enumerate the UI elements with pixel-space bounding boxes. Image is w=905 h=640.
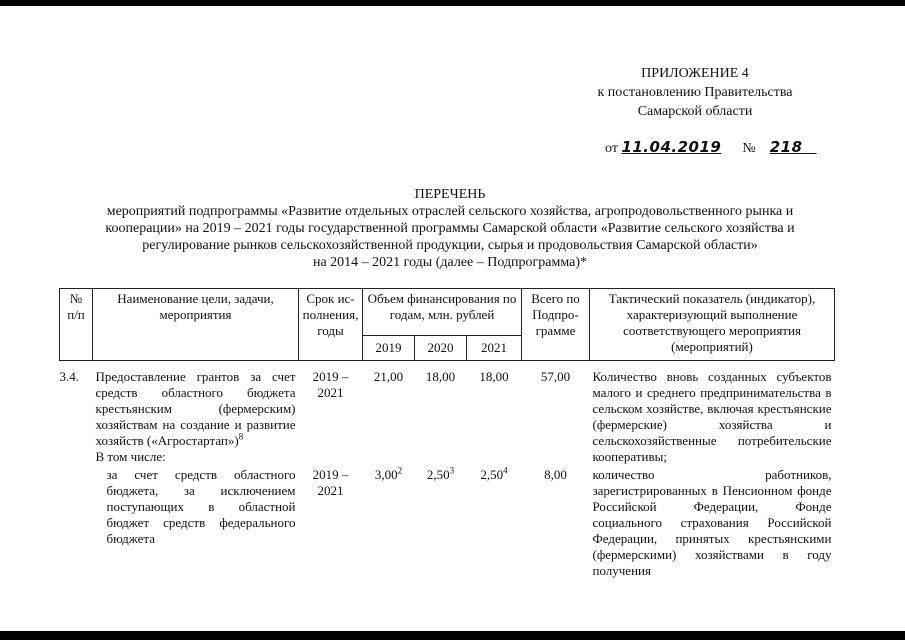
row2-name: за счет средств областного бюджета, за исключением поступающих в областной бюджет средств федерального бюджета — [106, 467, 296, 546]
row2-2020: 2,50$^3$ — [426, 465, 455, 482]
header-name: Наименование цели, задачи, мероприятия — [93, 289, 299, 361]
title-line2: кооперации» на 2019 – 2021 годы государственной программы Самарской области «Развитие сельского хозяйства и — [105, 221, 795, 236]
title-line4: на 2014 – 2021 годы (далее – Подпрограмма)* — [312, 255, 588, 270]
header-indicator: Тактический показатель (индикатор), характеризующий выполнение соответствующего мероприятия (мероприятий) — [590, 289, 835, 361]
row2-term: 2019 – 2021 — [312, 467, 349, 498]
row2-2020-footnote: 3 — [449, 465, 455, 476]
appendix-line3: Самарской области — [637, 104, 753, 119]
title-heading: ПЕРЕЧЕНЬ — [414, 187, 486, 202]
row1-name: Предоставление грантов за счет средств областного бюджета крестьянским (фермерским) хозяйствам на создание и развитие хозяйств («Агростартап»)$^8$ В том числе: — [95, 369, 296, 464]
table-row — [60, 466, 835, 580]
scan-bottom-border — [0, 631, 905, 640]
table-header-row — [60, 289, 835, 336]
measures-table — [59, 288, 835, 580]
row1-2019: 21,00 — [373, 369, 404, 384]
order-number-label: № — [742, 141, 756, 156]
row1-term: 2019 – 2021 — [312, 369, 349, 400]
row2-2021-footnote: 4 — [503, 465, 508, 476]
row1-num: 3.4. — [59, 369, 79, 384]
title-line3: регулирование рынков сельскохозяйственной продукции, сырья и продовольствия Самарской области» — [142, 238, 758, 253]
row2-2021: 2,50$^4$ — [480, 465, 508, 482]
order-from-label: от — [605, 141, 618, 156]
order-reference — [605, 138, 817, 157]
row2-indicator: количество работников, зарегистрированных в Пенсионном фонде Российской Федерации, Фонде социального страхования Российской Федерации, принятых крестьянскими (фермерскими) хозяйствами в году получения — [592, 467, 832, 578]
header-funding: Объем финансирования по годам, млн. рублей — [363, 289, 522, 336]
row1-indicator: Количество вновь созданных субъектов малого и среднего предпринимательства в сельском хозяйстве, включая крестьянские (фермерские) хозяйства и сельскохозяйственные потребительские кооперативы; — [592, 369, 832, 464]
appendix-header — [560, 64, 830, 121]
header-2021: 2021 — [467, 336, 522, 361]
order-number: 218 — [769, 138, 803, 156]
table-row — [60, 361, 835, 467]
document-title — [60, 186, 840, 271]
including-label: В том числе: — [95, 449, 166, 464]
row1-total: 57,00 — [540, 369, 571, 384]
row1-2021: 18,00 — [479, 369, 509, 384]
header-2020: 2020 — [415, 336, 467, 361]
row2-2019-footnote: 2 — [397, 465, 403, 476]
header-term: Срок ис-полнения, годы — [299, 289, 363, 361]
row2-2019: 3,00$^2$ — [374, 465, 403, 482]
row1-name-footnote: 8 — [238, 431, 244, 442]
title-line1: мероприятий подпрограммы «Развитие отдельных отраслей сельского хозяйства, агропродовольственного рынка и — [106, 204, 794, 219]
row1-2020: 18,00 — [425, 369, 456, 384]
appendix-line2: к постановлению Правительства — [597, 85, 793, 100]
order-date: 11.04.2019 — [621, 138, 722, 156]
header-num: № п/п — [60, 289, 93, 361]
row2-total: 8,00 — [544, 467, 567, 482]
appendix-title: ПРИЛОЖЕНИЕ 4 — [641, 66, 749, 81]
scan-top-border — [0, 0, 905, 6]
header-total: Всего по Подпро-грамме — [522, 289, 590, 361]
header-2019: 2019 — [363, 336, 415, 361]
